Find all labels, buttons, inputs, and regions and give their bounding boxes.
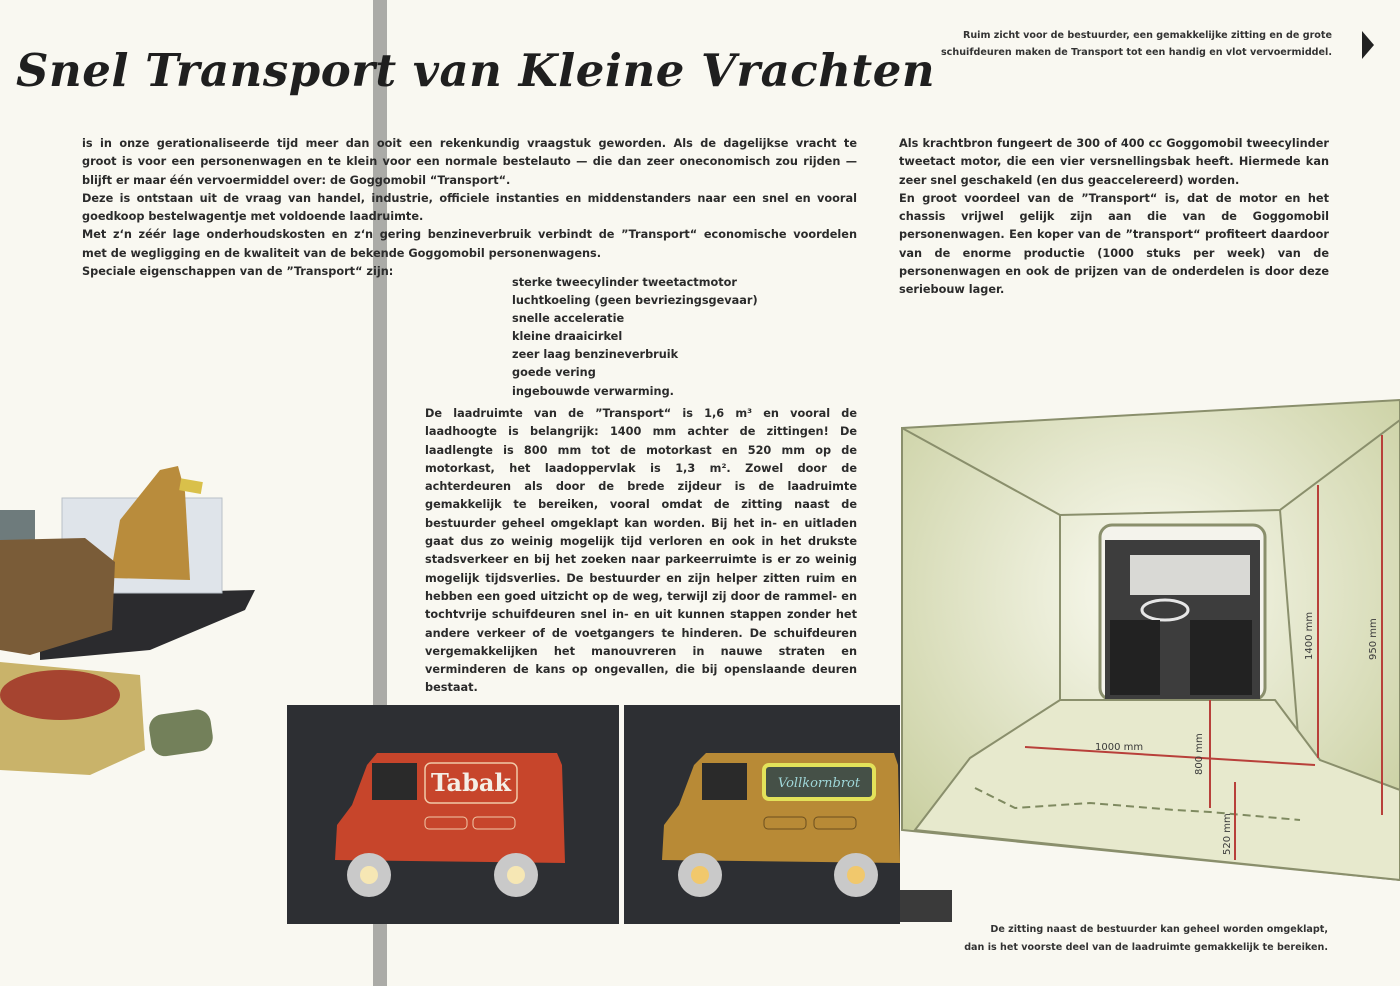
caption-bottom-line: De zitting naast de bestuurder kan geheel worden omgeklapt, <box>990 924 1328 935</box>
dimension-length-label: 800 mm <box>1194 733 1205 775</box>
cargo-paragraph: De laadruimte van de ”Transport“ is 1,6 m³ en vooral de laadhoogte is belangrijk: 1400 mm achter de zittingen! De laadlengte is 800 mm tot de motorkast en 520 mm op de motorkast, het laadoppervlak is 1,3 m². Zowel door de achterdeuren als door de brede zijdeur is de laadruimte gemakkelijk te bereiken, vooral omdat de zitting naast de bestuurder geheel omgeklapt kan worden. Bij het in- en uitladen gaat dus zo weinig mogelijk tijd verloren en ook in het drukste stadsverkeer en bij het zoeken naar parkeerruimte is er zo weinig mogelijk tijdsverlies. De bestuurder en zijn helper zitten ruim en hebben een goed uitzicht op de weg, terwijl zij door de rammel- en tochtvrije schuifdeuren snel in- en uit kunnen stappen zonder het andere verkeer of de voetgangers te hinderen. De schuifdeuren vergemakkelijken het manouvreren in nauwe straten en verminderen de kans op ongevallen, die bij openslaande deuren bestaat. <box>425 407 857 695</box>
intro-paragraph <box>82 135 857 281</box>
intro-line: met de wegligging en de kwaliteit van de bekende Goggomobil personenwagens. <box>82 246 602 260</box>
feature-item: kleine draaicirkel <box>512 330 623 344</box>
windshield <box>1130 555 1250 595</box>
sack-icon <box>110 466 190 580</box>
van-panel-tabak <box>287 705 619 924</box>
van-sign-text: Tabak <box>430 768 512 797</box>
van-window <box>372 763 417 800</box>
feature-item: ingebouwde verwarming. <box>512 384 674 398</box>
van-sign-text: Vollkornbrot <box>777 776 861 791</box>
intro-line: groot is voor een personenwagen en te klein voor een normale bestelauto — die dan zeer oneconomisch zou rijden — <box>82 155 857 169</box>
feature-item: goede vering <box>512 366 596 380</box>
cargo-interior-illustration <box>900 380 1400 920</box>
goods-illustration <box>0 450 290 780</box>
dimension-front-height-label: 950 mm <box>1368 618 1379 660</box>
hubcap <box>691 866 709 884</box>
caption-bottom <box>940 921 1328 957</box>
van-tabak-illustration <box>287 705 619 924</box>
caption-bottom-line: dan is het voorste deel van de laadruimte gemakkelijk te bereiken. <box>964 942 1328 953</box>
intro-line: Speciale eigenschappen van de ”Transport“ zijn: <box>82 265 394 279</box>
seat-icon <box>1110 620 1160 695</box>
caption-top-line: schuifdeuren maken de Transport tot een handig en vlot vervoermiddel. <box>940 47 1332 58</box>
feature-item: sterke tweecylinder tweetactmotor <box>512 276 737 289</box>
hubcap <box>360 866 378 884</box>
hubcap <box>847 866 865 884</box>
page-title: Snel Transport van Kleine Vrachten <box>16 44 936 97</box>
feature-item: zeer laag benzineverbruik <box>512 348 679 362</box>
intro-line: goedkoop bestelwagentje met voldoende laadruimte. <box>82 210 424 224</box>
feature-list <box>512 274 758 401</box>
van-vollkornbrot-illustration <box>624 705 900 924</box>
caption-top <box>940 27 1332 61</box>
dimension-engine-length-label: 520 mm <box>1222 813 1233 855</box>
engine-paragraph: Als krachtbron fungeert de 300 of 400 cc Goggomobil tweecylinder tweetact motor, die een vier versnellingsbak heeft. Hiermede kan zeer snel geschakeld (en dus geaccelereerd) worden. <box>899 137 1329 187</box>
dark-tab <box>900 890 952 922</box>
dimension-width-label: 1000 mm <box>1095 742 1144 753</box>
intro-line: Met z‘n zéér lage onderhoudskosten en z‘n gering benzineverbruik verbindt de ”Transport“ economische voordelen <box>82 228 857 242</box>
feature-item: luchtkoeling (geen bevriezingsgevaar) <box>512 294 758 308</box>
intro-line: Deze is ontstaan uit de vraag van handel, industrie, officiele instanties en middenstanders naar een snel en vooral <box>82 191 857 205</box>
caption-top-line: Ruim zicht voor de bestuurder, een gemakkelijke zitting en de grote <box>962 30 1332 41</box>
feature-item: snelle acceleratie <box>512 312 625 326</box>
seat-icon <box>1190 620 1252 695</box>
roll-icon <box>147 708 214 758</box>
intro-line: is in onze gerationaliseerde tijd meer dan ooit een rekenkundig vraagstuk geworden. Als de dagelijkse vracht te <box>82 137 857 150</box>
van-panel-vollkornbrot <box>624 705 900 924</box>
triangle-right-icon[interactable] <box>1362 31 1374 59</box>
chassis-paragraph: En groot voordeel van de ”Transport“ is, dat de motor en het chassis vrijwel gelijk zijn aan die van de Goggomobil personenwagen. Een koper van de ”transport“ profiteert daardoor van de enorme productie (1000 stuks per week) van de personenwagen en ook de prijzen van de onderdelen is door deze seriebouw lager. <box>899 191 1329 297</box>
intro-line: blijft er maar één vervoermiddel over: de Goggomobil “Transport“. <box>82 173 511 187</box>
fruit <box>0 670 120 720</box>
van-window <box>702 763 747 800</box>
hubcap <box>507 866 525 884</box>
engine-section <box>899 135 1329 300</box>
dimension-height-label: 1400 mm <box>1304 611 1315 660</box>
